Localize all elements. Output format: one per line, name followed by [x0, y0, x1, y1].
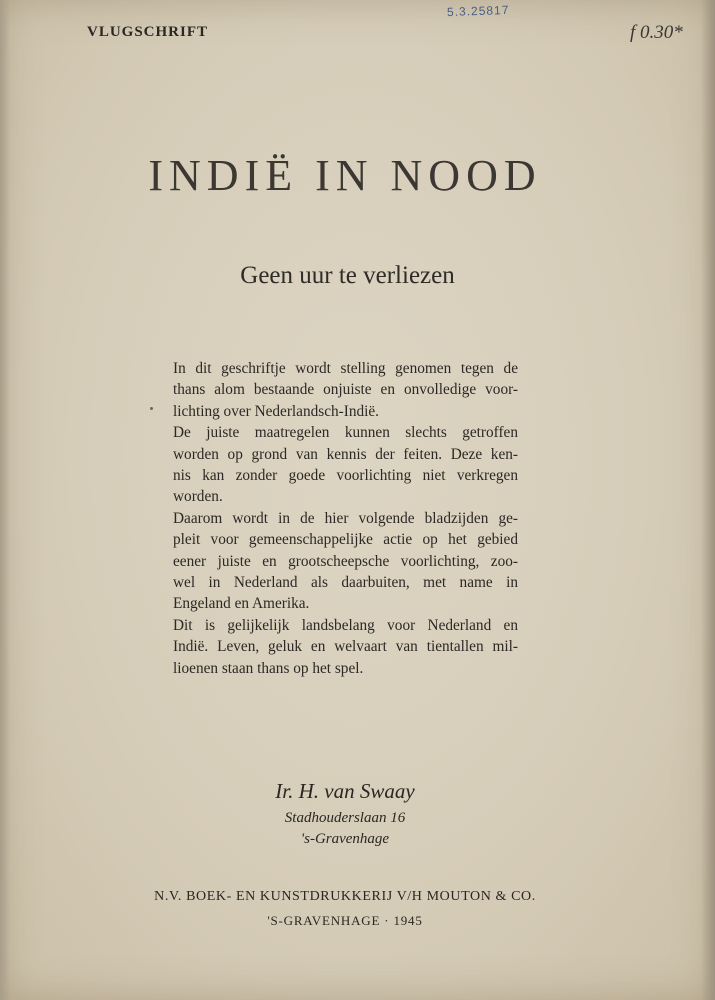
imprint-place-year: 'S-GRAVENHAGE · 1945 [267, 913, 423, 928]
body-line: worden op grond van kennis der feiten. Deze ken- [173, 445, 518, 463]
body-line: wel in Nederland als daarbuiten, met name in [173, 574, 518, 592]
author-street: Stadhouderslaan 16 [284, 810, 406, 826]
body-line: Daarom wordt in de hier volgende bladzijden ge- [173, 509, 518, 527]
author-name: Ir. H. van Swaay [275, 779, 415, 803]
handwritten-catalog-mark: 5.3.25817 [446, 2, 510, 20]
body-line: Engeland en Amerika. [173, 595, 310, 613]
body-line: Dit is gelijkelijk landsbelang voor Nederland en [173, 616, 518, 634]
body-line: worden. [173, 488, 223, 506]
paper-edge-right [701, 0, 715, 1000]
body-line: eener juiste en grootscheepsche voorlichting, zoo- [173, 552, 518, 570]
paper-speck [150, 407, 153, 410]
page-subtitle: Geen uur te verliezen [240, 262, 455, 289]
printer-imprint: N.V. BOEK- EN KUNSTDRUKKERIJ V/H MOUTON & CO. [154, 889, 536, 904]
body-line: thans alom bestaande onjuiste en onvolledige voor- [173, 381, 518, 399]
author-city: 's-Gravenhage [300, 831, 390, 847]
handwritten-price: f 0.30* [630, 22, 683, 43]
body-line: lichting over Nederlandsch-Indië. [173, 402, 380, 420]
body-line: nis kan zonder goede voorlichting niet verkregen [173, 467, 518, 485]
page-title: INDIË IN NOOD [148, 151, 542, 200]
body-line: lioenen staan thans op het spel. [173, 659, 364, 677]
body-line: pleit voor gemeenschappelijke actie op het gebied [173, 531, 518, 549]
body-line: In dit geschriftje wordt stelling genomen tegen de [173, 360, 518, 377]
body-line: Indië. Leven, geluk en welvaart van tientallen mil- [173, 638, 518, 656]
body-paragraphs [173, 358, 518, 679]
body-line: De juiste maatregelen kunnen slechts getroffen [173, 424, 518, 442]
series-label: VLUGSCHRIFT [87, 24, 209, 40]
